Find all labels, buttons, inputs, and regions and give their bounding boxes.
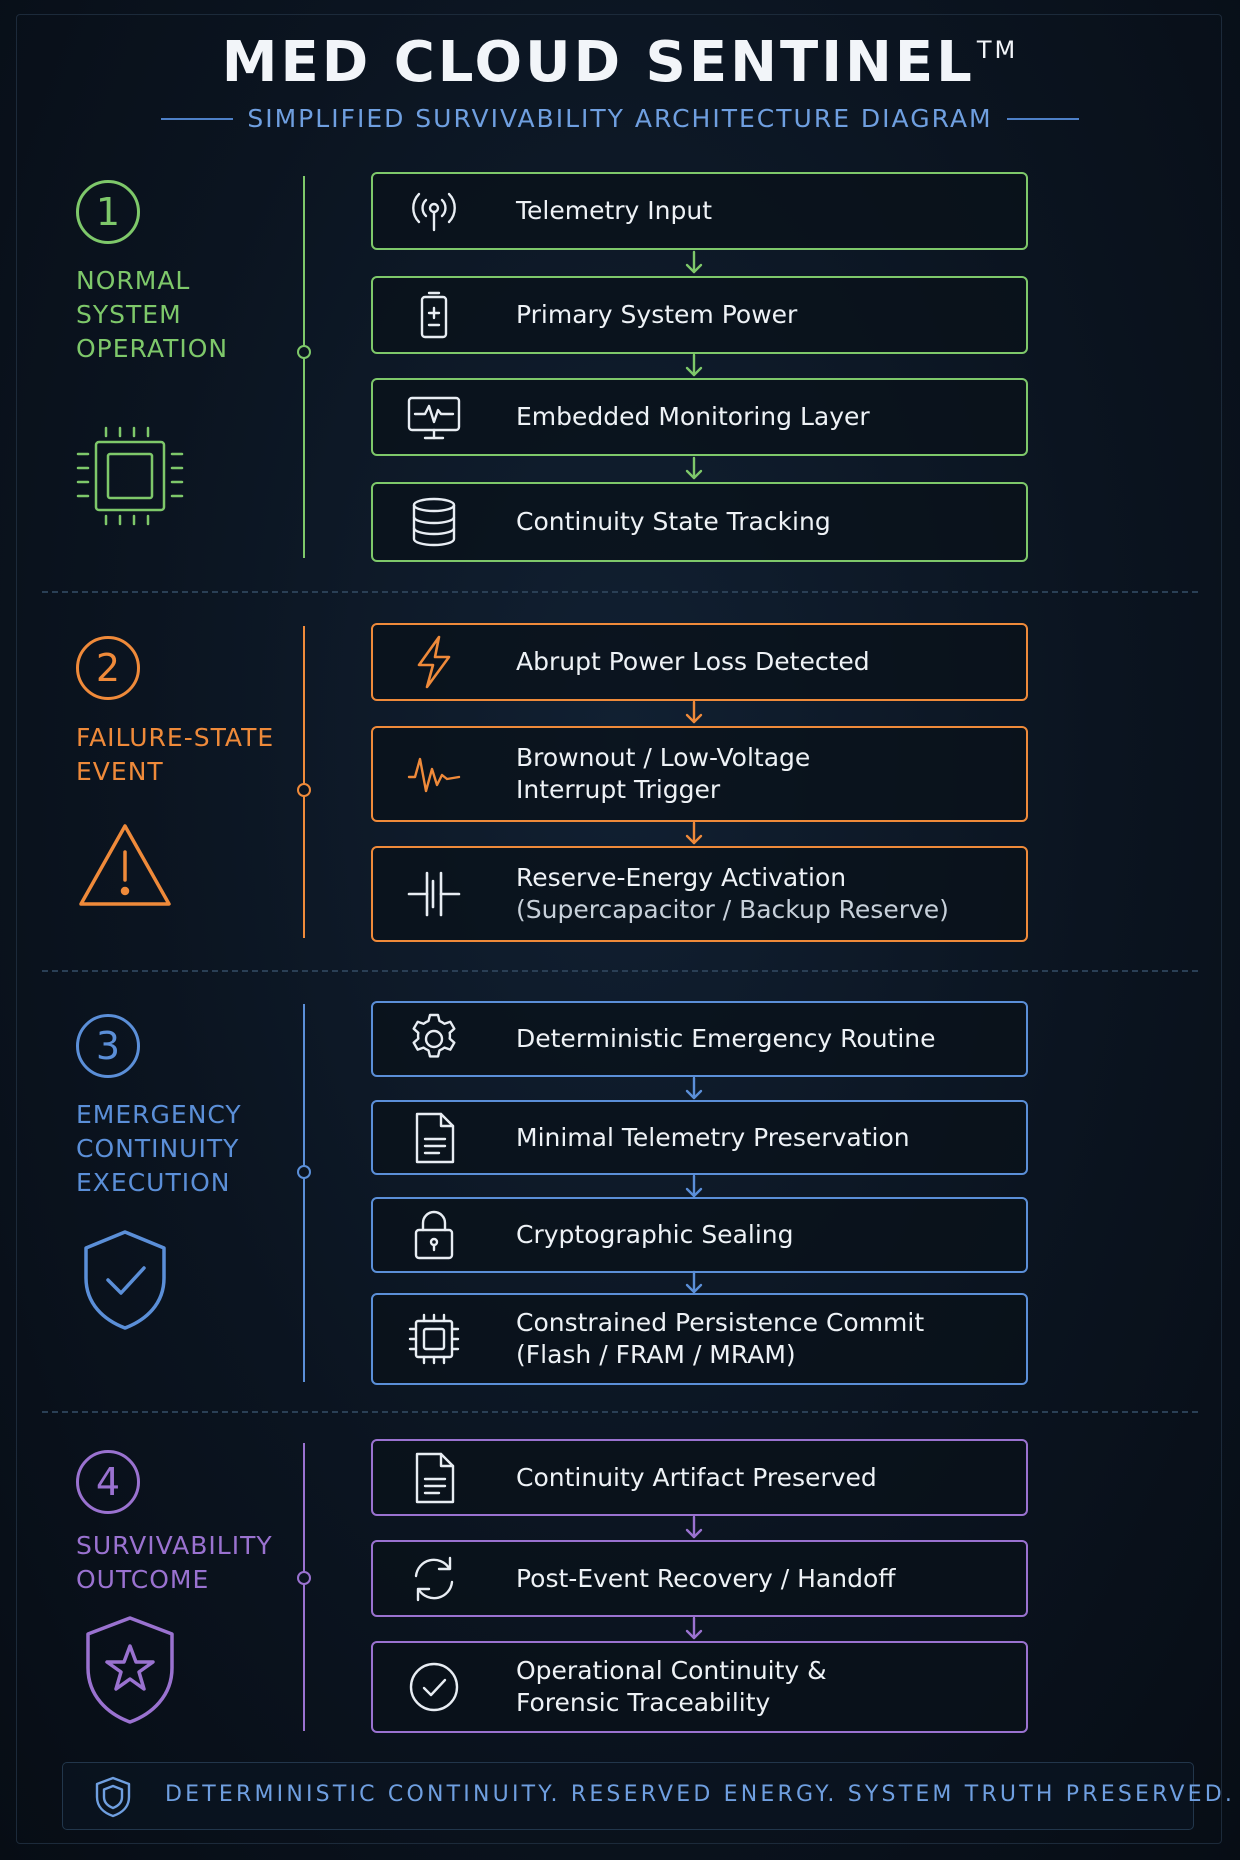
battery-icon — [407, 288, 461, 342]
step-label: Primary System Power — [516, 300, 798, 329]
step-label-line1: Brownout / Low-Voltage — [516, 743, 811, 772]
trademark: TM — [976, 36, 1019, 64]
gear-icon — [407, 1012, 461, 1066]
step-label: Cryptographic Sealing — [516, 1220, 794, 1249]
step-recovery-handoff — [371, 1540, 1028, 1617]
flow-arrow — [684, 1616, 704, 1642]
warning-triangle-icon — [76, 820, 174, 910]
flow-arrow — [684, 1076, 704, 1102]
section-timeline-node — [297, 345, 311, 359]
waveform-icon — [407, 747, 461, 801]
flow-arrow — [684, 250, 704, 276]
subtitle-rule-right — [1007, 118, 1079, 120]
section-timeline — [303, 1004, 305, 1382]
flow-arrow — [684, 456, 704, 482]
section-divider — [42, 1411, 1198, 1413]
section-number: 2 — [76, 636, 140, 700]
shield-icon — [93, 1775, 133, 1819]
step-cryptographic-sealing — [371, 1197, 1028, 1273]
step-label: Continuity State Tracking — [516, 507, 831, 536]
monitor-pulse-icon — [407, 390, 461, 444]
step-emergency-routine — [371, 1001, 1028, 1077]
step-label — [516, 1655, 1006, 1719]
section-label: SURVIVABILITY OUTCOME — [76, 1531, 273, 1594]
step-label — [516, 742, 1006, 806]
footer-banner — [62, 1762, 1236, 1830]
step-persistence-commit — [371, 1293, 1028, 1385]
step-label — [516, 862, 1006, 926]
capacitor-icon — [407, 867, 461, 921]
section-divider — [42, 970, 1198, 972]
step-monitoring-layer — [371, 378, 1028, 456]
step-label-line1: Operational Continuity & — [516, 1656, 827, 1685]
step-primary-power — [371, 276, 1028, 354]
section-label: EMERGENCY CONTINUITY EXECUTION — [76, 1100, 242, 1197]
step-brownout-trigger — [371, 726, 1028, 822]
step-label: Abrupt Power Loss Detected — [516, 647, 870, 676]
step-label: Embedded Monitoring Layer — [516, 402, 870, 431]
step-operational-continuity — [371, 1641, 1028, 1733]
database-icon — [407, 495, 461, 549]
flow-arrow — [684, 821, 704, 847]
step-label-line1: Constrained Persistence Commit — [516, 1308, 925, 1337]
page-subtitle: SIMPLIFIED SURVIVABILITY ARCHITECTURE DIAGRAM — [247, 104, 993, 133]
step-artifact-preserved — [371, 1439, 1028, 1516]
subtitle-row — [0, 104, 1240, 133]
section-number: 1 — [76, 180, 140, 244]
section-number: 3 — [76, 1014, 140, 1078]
footer-tagline: DETERMINISTIC CONTINUITY. RESERVED ENERGY. SYSTEM TRUTH PRESERVED. — [165, 1782, 1236, 1807]
lightning-icon — [407, 635, 461, 689]
step-label — [516, 1307, 1006, 1371]
step-power-loss — [371, 623, 1028, 701]
section-timeline-node — [297, 1165, 311, 1179]
step-state-tracking — [371, 482, 1028, 562]
step-telemetry-preservation — [371, 1100, 1028, 1175]
section-timeline — [303, 626, 305, 938]
microchip-icon — [74, 420, 186, 532]
section-timeline-node — [297, 1571, 311, 1585]
section-divider — [42, 591, 1198, 593]
chip-icon — [407, 1312, 461, 1366]
refresh-icon — [407, 1552, 461, 1606]
document-icon — [407, 1111, 461, 1165]
subtitle-rule-left — [161, 118, 233, 120]
shield-check-icon — [80, 1228, 170, 1332]
step-reserve-energy — [371, 846, 1028, 942]
flow-arrow — [684, 700, 704, 726]
flow-arrow — [684, 1515, 704, 1541]
step-label: Post-Event Recovery / Handoff — [516, 1563, 896, 1593]
step-label-line2: Interrupt Trigger — [516, 775, 721, 804]
section-label: FAILURE-STATE EVENT — [76, 723, 275, 786]
step-label: Continuity Artifact Preserved — [516, 1462, 877, 1492]
step-label: Deterministic Emergency Routine — [516, 1024, 936, 1053]
document-icon — [407, 1451, 461, 1505]
flow-arrow — [684, 353, 704, 379]
step-label-line1: Reserve-Energy Activation — [516, 863, 847, 892]
step-sublabel: (Supercapacitor / Backup Reserve) — [516, 895, 949, 924]
step-telemetry-input — [371, 172, 1028, 250]
check-circle-icon — [407, 1660, 461, 1714]
page-title: MED CLOUD SENTINEL™ — [221, 30, 1019, 95]
step-sublabel: (Flash / FRAM / MRAM) — [516, 1340, 796, 1369]
step-label: Telemetry Input — [516, 196, 713, 225]
lock-icon — [407, 1208, 461, 1262]
section-timeline — [303, 1443, 305, 1731]
step-label-line2: Forensic Traceability — [516, 1688, 771, 1717]
section-timeline — [303, 176, 305, 558]
section-number: 4 — [76, 1450, 140, 1514]
step-label: Minimal Telemetry Preservation — [516, 1122, 910, 1152]
section-label: NORMAL SYSTEM OPERATION — [76, 266, 229, 363]
shield-star-icon — [82, 1614, 178, 1726]
section-timeline-node — [297, 783, 311, 797]
antenna-icon — [407, 184, 461, 238]
